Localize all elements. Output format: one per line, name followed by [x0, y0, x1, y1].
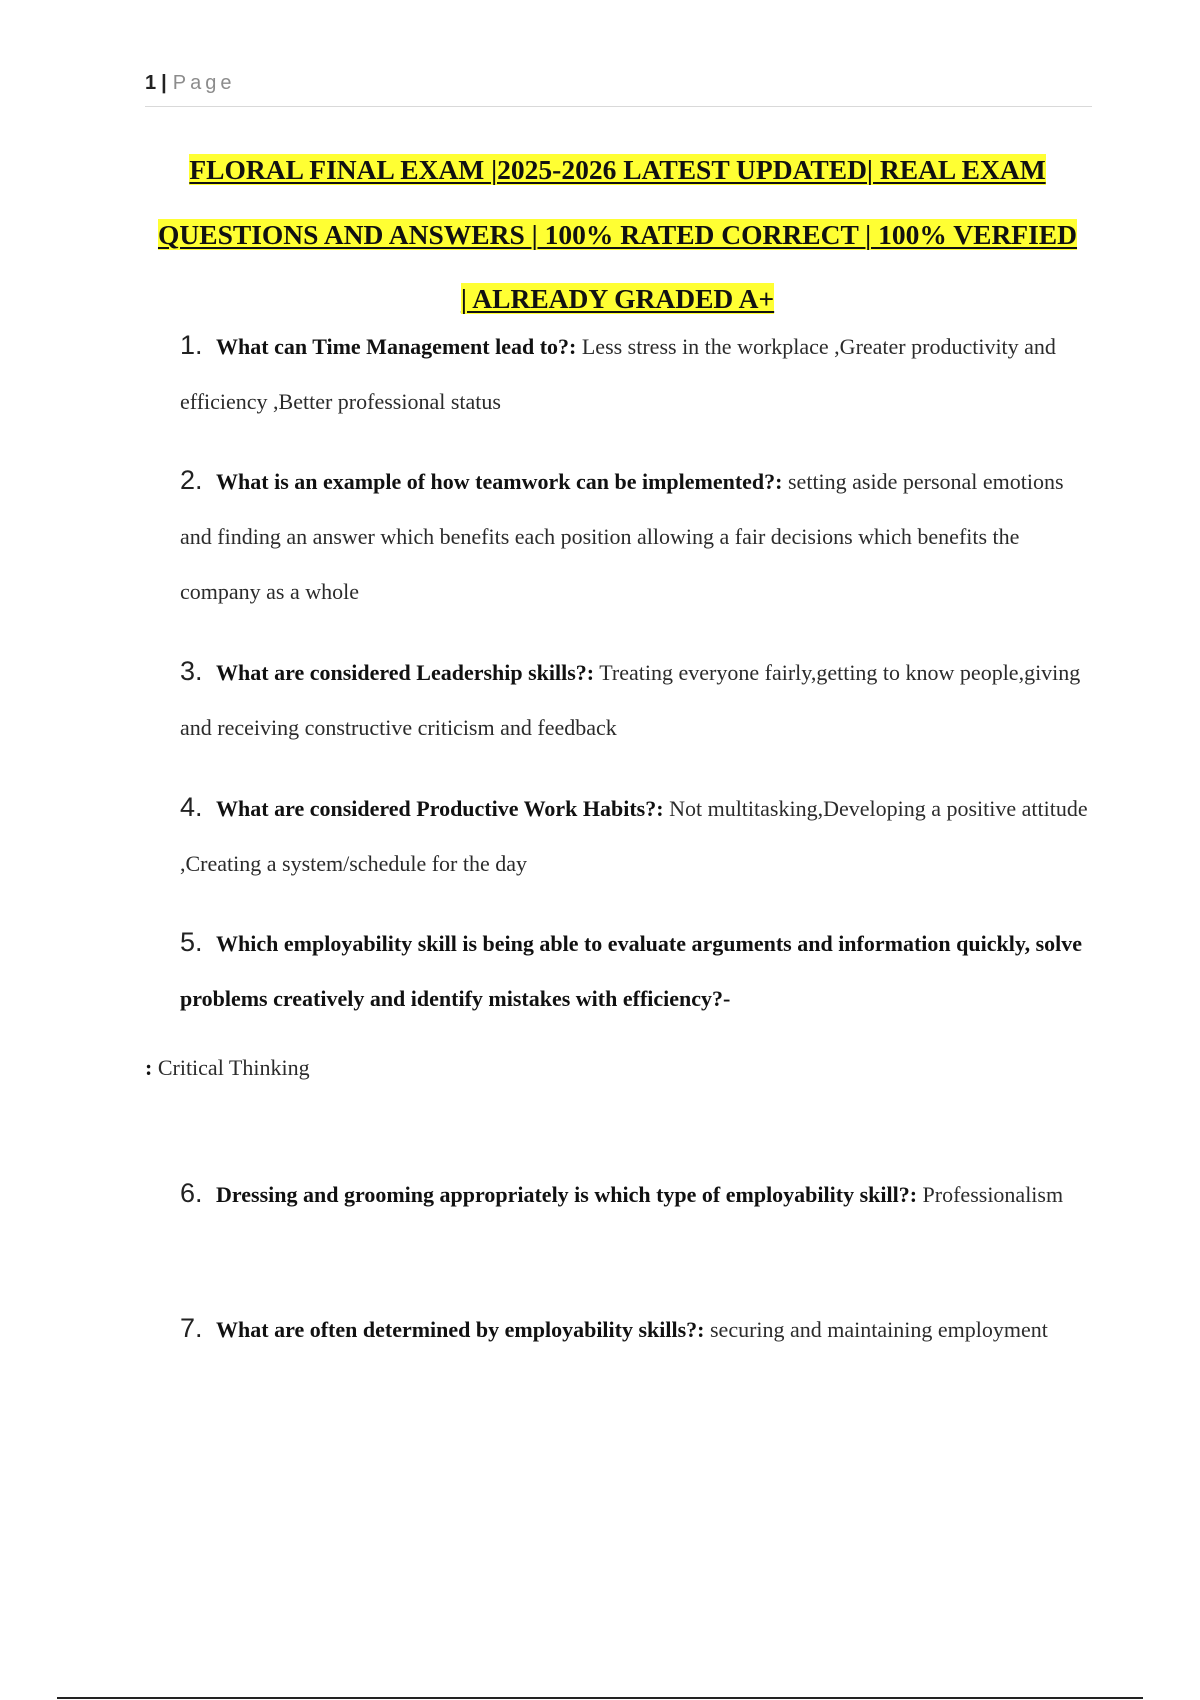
page-label: Page	[172, 72, 236, 94]
question-number: 4.	[180, 792, 203, 822]
question-number: 2.	[180, 465, 203, 495]
question-item-6	[145, 1166, 1090, 1222]
question-text: What can Time Management lead to?:	[216, 334, 577, 359]
page-header	[145, 72, 1092, 107]
answer-text: setting aside personal emotions and finding an answer which benefits each position allowing a fair decisions which benefits the company as a whole	[180, 469, 1064, 604]
question-text: Which employability skill is being able to evaluate arguments and information quickly, solve problems creatively and identify mistakes with efficiency?-	[180, 931, 1083, 1011]
answer-text: Less stress in the workplace ,Greater productivity and efficiency ,Better professional status	[180, 334, 1056, 414]
question-text: Dressing and grooming appropriately is which type of employability skill?:	[216, 1182, 918, 1207]
answer-text: securing and maintaining employment	[710, 1317, 1048, 1342]
question-number: 6.	[180, 1178, 203, 1208]
title-line-1: FLORAL FINAL EXAM |2025-2026 LATEST UPDATED| REAL EXAM	[189, 154, 1046, 185]
question-text: What are considered Leadership skills?:	[216, 660, 595, 685]
question-text: What are often determined by employability skills?:	[216, 1317, 705, 1342]
question-number: 5.	[180, 927, 203, 957]
question-item-1	[145, 318, 1090, 429]
question-number: 7.	[180, 1313, 203, 1343]
question-item-7	[145, 1301, 1090, 1357]
answer-prefix: :	[145, 1055, 153, 1080]
answer-line	[145, 1040, 1090, 1095]
page-number: 1	[145, 72, 157, 94]
answer-text: Critical Thinking	[157, 1055, 310, 1080]
question-text: What is an example of how teamwork can be implemented?:	[216, 469, 783, 494]
answer-text: Professionalism	[922, 1182, 1064, 1207]
question-text: What are considered Productive Work Habits?:	[216, 796, 664, 821]
page-separator: |	[161, 72, 167, 94]
question-item-4	[145, 780, 1090, 891]
title-line-3: | ALREADY GRADED A+	[460, 283, 775, 314]
answer-text: Not multitasking,Developing a positive attitude ,Creating a system/schedule for the day	[180, 796, 1088, 876]
question-item-3	[145, 644, 1090, 755]
title-line-2: QUESTIONS AND ANSWERS | 100% RATED CORRECT | 100% VERFIED	[157, 218, 1078, 250]
answer-text: Treating everyone fairly,getting to know people,giving and receiving constructive criticism and feedback	[180, 660, 1081, 740]
question-item-5	[145, 915, 1090, 1095]
question-number: 1.	[180, 330, 203, 360]
question-number: 3.	[180, 656, 203, 686]
bottom-divider	[57, 1697, 1143, 1699]
question-item-2	[145, 453, 1090, 619]
document-title	[140, 138, 1095, 332]
